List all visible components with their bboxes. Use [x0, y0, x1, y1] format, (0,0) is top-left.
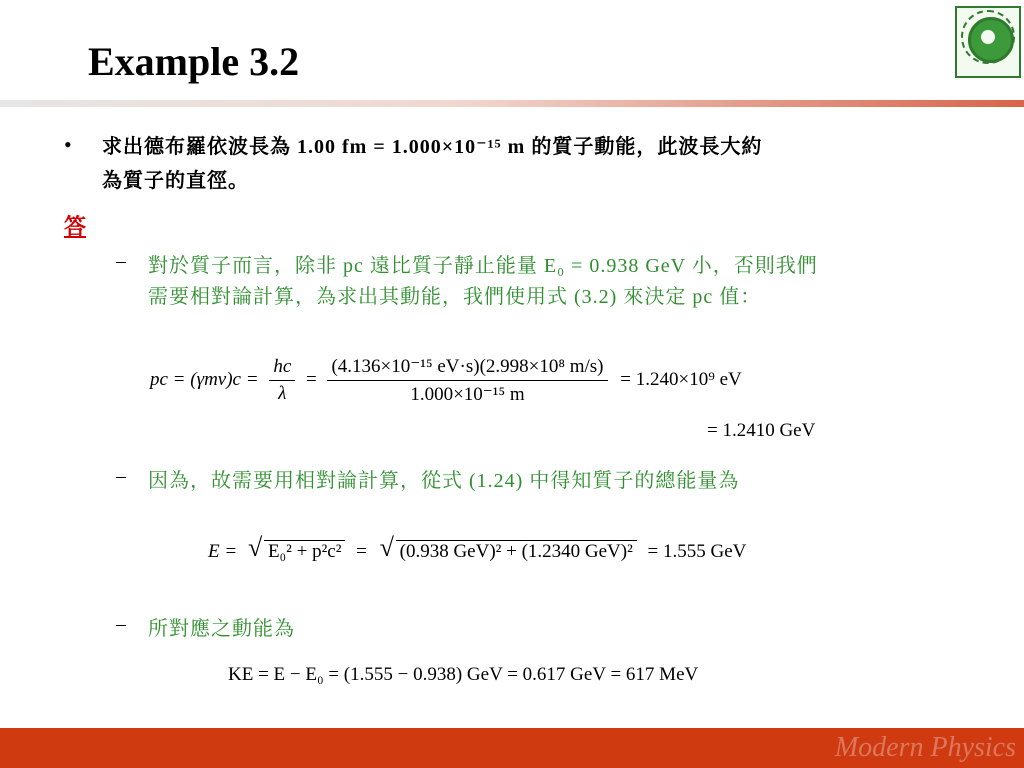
logo-seal-icon — [968, 17, 1014, 63]
eq1-lhs: pc = (γmv)c = — [150, 368, 259, 390]
answer-label: 答 — [64, 214, 87, 239]
eq1-result-1: = 1.240×10⁹ eV — [620, 368, 742, 390]
dash-icon: – — [116, 250, 126, 272]
equation-2: E = √ E₀² + p²c² = √ (0.938 GeV)² + (1.2340 GeV)² = 1.555 GeV — [208, 540, 746, 563]
step1-line1: 對於質子而言，除非 pc 遠比質子靜止能量 E₀ = 0.938 GeV 小，否則我們 — [148, 255, 818, 277]
eq1-denominator: 1.000×10⁻¹⁵ m — [410, 384, 525, 405]
eq2-lhs: E = — [208, 541, 238, 562]
university-logo — [955, 6, 1021, 78]
eq1-numerator: (4.136×10⁻¹⁵ eV·s)(2.998×10⁸ m/s) — [327, 355, 607, 381]
dash-icon: – — [116, 613, 126, 635]
eq1-result-2: = 1.2410 GeV — [707, 420, 816, 441]
eq2-result: = 1.555 GeV — [647, 541, 747, 562]
eq2-root-1: √ E₀² + p²c² — [264, 540, 345, 563]
step1-line2: 需要相對論計算，為求出其動能，我們使用式 (3.2) 來決定 pc 值： — [148, 286, 762, 308]
slide-title: Example 3.2 — [88, 39, 300, 84]
equation-3: KE = E − E₀ = (1.555 − 0.938) GeV = 0.617 GeV = 617 MeV — [228, 664, 699, 685]
eq1-frac-den: λ — [278, 383, 287, 404]
question-line-2: 為質子的直徑。 — [102, 170, 249, 192]
eq2-root-2: √ (0.938 GeV)² + (1.2340 GeV)² — [396, 540, 637, 563]
title-divider-bar — [0, 100, 1024, 107]
equation-1: pc = (γmv)c = $\frac{hc}{\lambda}$ = $\frac{\text{(4.136×10⁻¹⁵ eV·s)(2.998×10⁸ m/s)}}{\text{1.000×10⁻¹⁵ m}}$ = 1.240×10⁹ eV — [150, 356, 742, 405]
eq1-frac-num: hc — [269, 356, 295, 381]
footer-watermark: Modern Physics — [834, 732, 1016, 763]
question-line-1: 求出德布羅依波長為 1.00 fm = 1.000×10⁻¹⁵ m 的質子動能，此波長大約 — [102, 136, 763, 158]
dash-icon: – — [116, 465, 126, 487]
bullet-icon: • — [64, 132, 72, 157]
step3-line: 所對應之動能為 — [148, 618, 295, 640]
step2-line: 因為，故需要用相對論計算，從式 (1.24) 中得知質子的總能量為 — [148, 470, 740, 492]
